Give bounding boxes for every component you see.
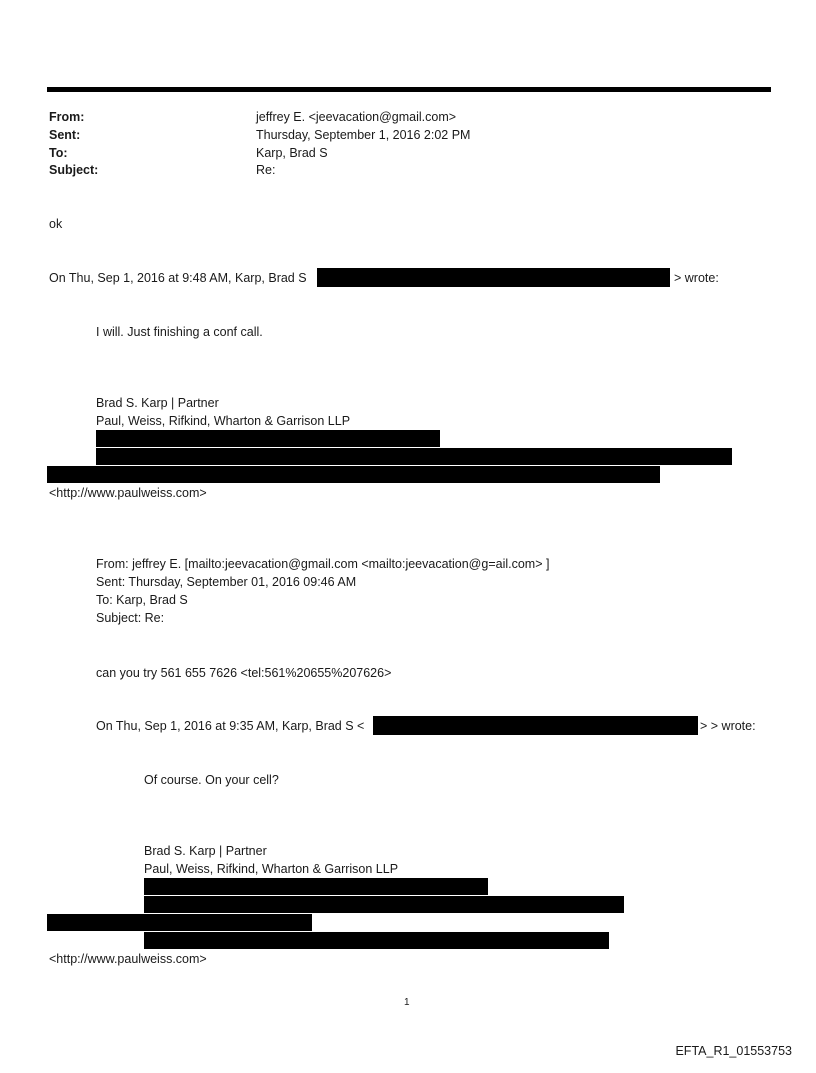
redaction-block <box>96 448 732 465</box>
redaction-block <box>96 430 440 447</box>
quote1-text: I will. Just finishing a conf call. <box>96 325 263 339</box>
from-value: jeffrey E. <jeevacation@gmail.com> <box>256 110 457 124</box>
sig2-name: Brad S. Karp | Partner <box>144 844 267 858</box>
fwd-text: can you try 561 655 7626 <tel:561%20655%207626> <box>96 666 392 680</box>
sig2-firm: Paul, Weiss, Rifkind, Wharton & Garrison LLP <box>144 862 399 876</box>
quote2-intro-end: > > wrote: <box>700 719 756 733</box>
sent-value: Thursday, September 1, 2016 2:02 PM <box>256 128 471 142</box>
quote1-intro: On Thu, Sep 1, 2016 at 9:48 AM, Karp, Brad S <box>49 271 307 285</box>
fwd-subject: Subject: Re: <box>96 611 165 625</box>
quote2-intro: On Thu, Sep 1, 2016 at 9:35 AM, Karp, Brad S < <box>96 719 365 733</box>
sig1-firm: Paul, Weiss, Rifkind, Wharton & Garrison LLP <box>96 414 351 428</box>
page-number: 1 <box>404 997 410 1008</box>
quote1-intro-end: > wrote: <box>674 271 719 285</box>
subject-value: Re: <box>256 163 276 177</box>
redaction-block <box>317 268 670 287</box>
to-value: Karp, Brad S <box>256 146 328 160</box>
sig1-name: Brad S. Karp | Partner <box>96 396 219 410</box>
fwd-to: To: Karp, Brad S <box>96 593 188 607</box>
redaction-block <box>373 716 698 735</box>
redaction-block <box>144 932 609 949</box>
redaction-block <box>144 896 624 913</box>
header-rule <box>47 87 771 92</box>
to-label: To: <box>49 146 68 160</box>
from-label: From: <box>49 110 85 124</box>
fwd-sent: Sent: Thursday, September 01, 2016 09:46 AM <box>96 575 357 589</box>
sig2-url: <http://www.paulweiss.com> <box>49 952 207 966</box>
redaction-block <box>47 914 312 931</box>
sent-label: Sent: <box>49 128 81 142</box>
reply-text: ok <box>49 217 63 231</box>
subject-label: Subject: <box>49 163 99 177</box>
redaction-block <box>47 466 660 483</box>
quote2-text: Of course. On your cell? <box>144 773 279 787</box>
fwd-from: From: jeffrey E. [mailto:jeevacation@gmail.com <mailto:jeevacation@g=ail.com> ] <box>96 557 550 571</box>
sig1-url: <http://www.paulweiss.com> <box>49 486 207 500</box>
document-id: EFTA_R1_01553753 <box>675 1044 792 1058</box>
redaction-block <box>144 878 488 895</box>
